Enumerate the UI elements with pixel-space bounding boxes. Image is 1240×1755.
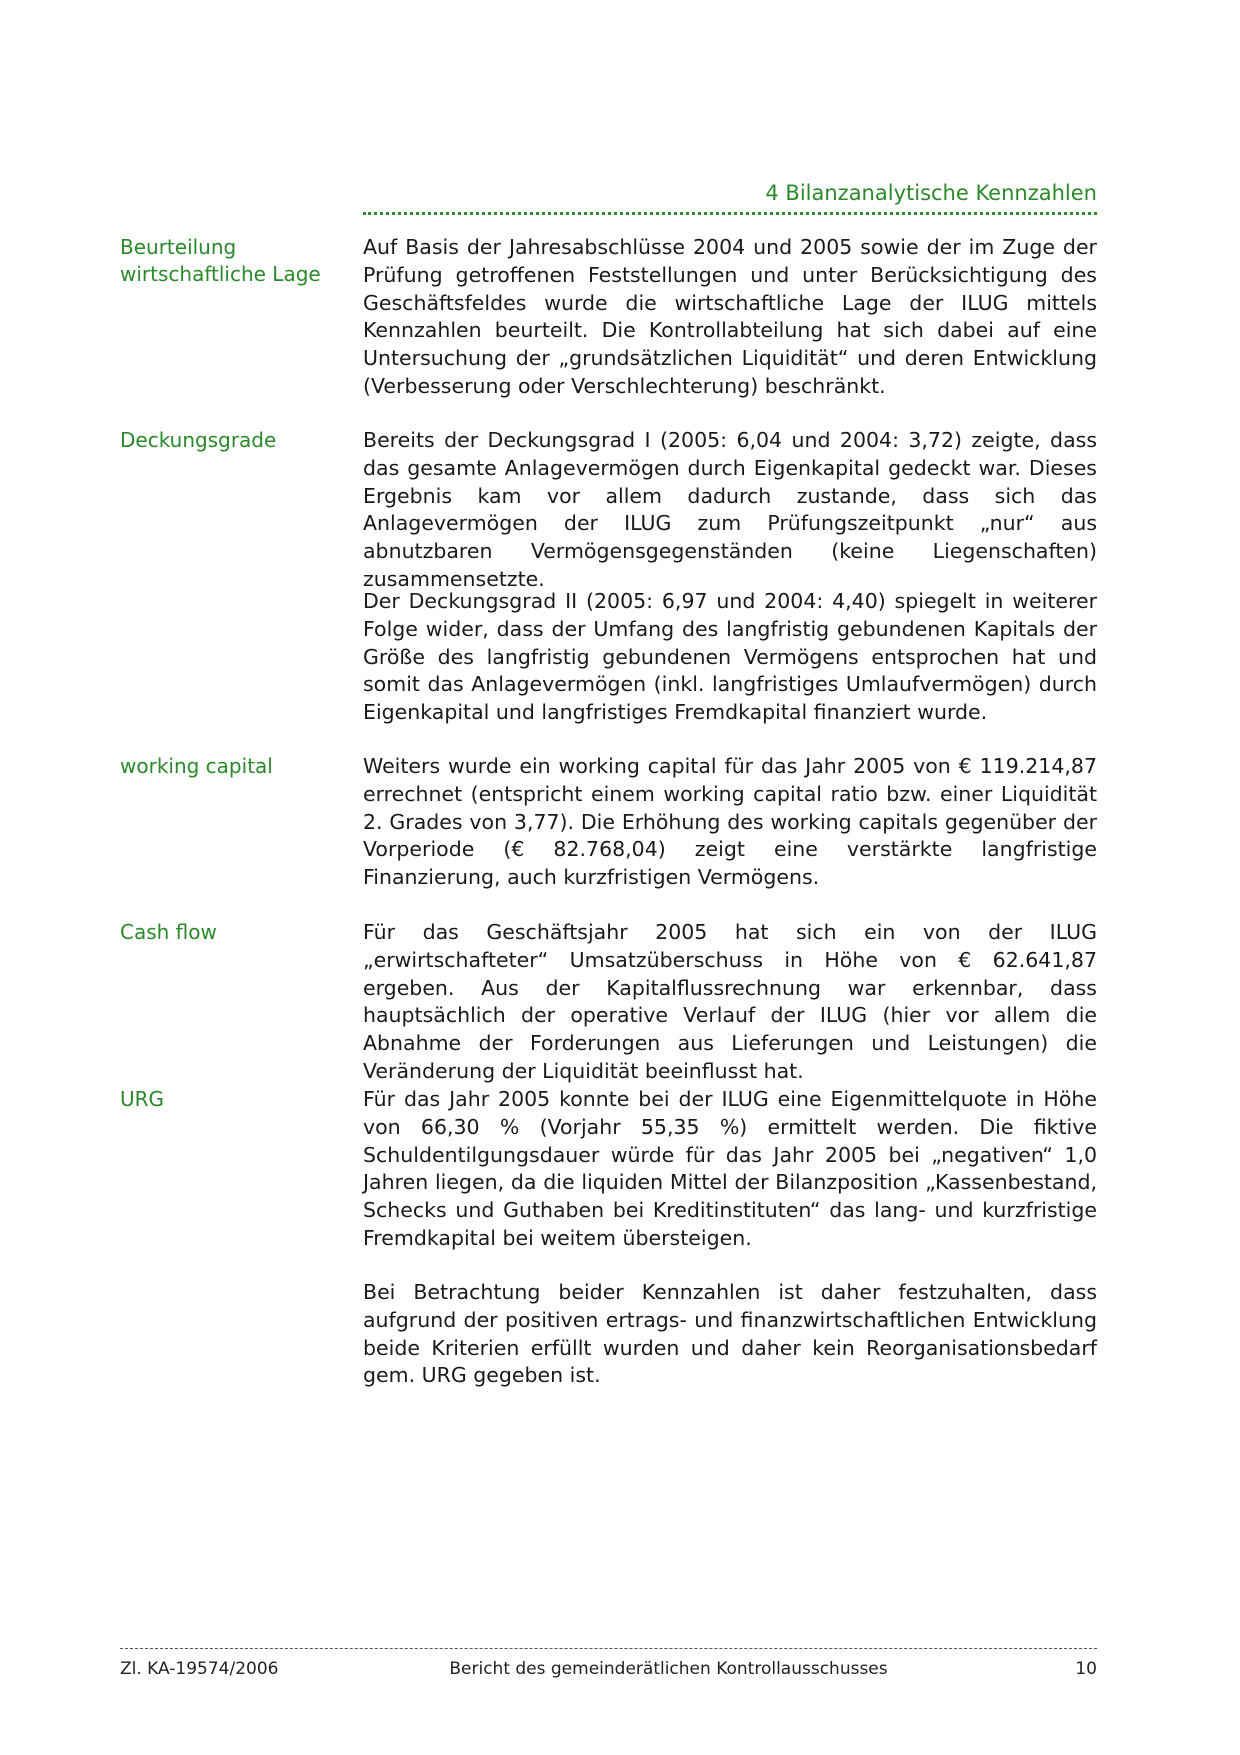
paragraph-working-capital: Weiters wurde ein working capital für das Jahr 2005 von € 119.214,87 errechnet (entspricht einem working capital ratio bzw. einer Liquidität 2. Grades von 3,77). Die Erhöhung des working capitals gegenüber der Vorperiode (€ 82.768,04) zeigt eine verstärkte langfristige Finanzierung, auch kurzfristigen Vermögens. xyxy=(363,754,1097,890)
paragraph-deckungsgrad-1: Bereits der Deckungsgrad I (2005: 6,04 und 2004: 3,72) zeigte, dass das gesamte Anlagevermögen durch Eigenkapital gedeckt war. Dieses Ergebnis kam vor allem dadurch zustande, dass sich das Anlagevermögen der ILUG zum Prüfungszeitpunkt „nur“ aus abnutzbaren Vermögensgegenständen (keine Liegenschaften) zusammensetzte. xyxy=(363,428,1097,591)
paragraph-cash-flow: Für das Geschäftsjahr 2005 hat sich ein von der ILUG „erwirtschafteter“ Umsatzüberschuss in Höhe von € 62.641,87 ergeben. Aus der Kapitalflussrechnung war erkennbar, dass hauptsächlich der operative Verlauf der ILUG (hier vor allem die Abnahme der Forderungen aus Lieferungen und Leistungen) die Veränderung der Liquidität beeinflusst hat. xyxy=(363,920,1097,1083)
paragraph-beurteilung: Auf Basis der Jahresabschlüsse 2004 und 2005 sowie der im Zuge der Prüfung getroffenen Feststellungen und unter Berücksichtigung des Geschäftsfeldes wurde die wirtschaftliche Lage der ILUG mittels Kennzahlen beurteilt. Die Kontrollabteilung hat sich dabei auf eine Untersuchung der „grundsätzlichen Liquidität“ und deren Entwicklung (Verbesserung oder Verschlechterung) beschränkt. xyxy=(363,235,1097,398)
margin-label-line: Cash flow xyxy=(120,920,217,944)
margin-label-working-capital xyxy=(120,753,350,780)
margin-label-urg xyxy=(120,1086,350,1113)
margin-label-beurteilung xyxy=(120,234,350,288)
page-number: 10 xyxy=(1075,1659,1097,1679)
footer-report-title: Bericht des gemeinderätlichen Kontrollausschusses xyxy=(449,1659,888,1679)
margin-label-deckungsgrade xyxy=(120,427,350,454)
footer-reference: Zl. KA-19574/2006 xyxy=(120,1659,279,1679)
chapter-title: 4 Bilanzanalytische Kennzahlen xyxy=(765,181,1097,205)
margin-label-line: URG xyxy=(120,1087,165,1111)
margin-label-line: Deckungsgrade xyxy=(120,428,277,452)
paragraph-deckungsgrad-2: Der Deckungsgrad II (2005: 6,97 und 2004: 4,40) spiegelt in weiterer Folge wider, dass der Umfang des langfristig gebundenen Kapitals der Größe des langfristig gebundenen Vermögens entsprochen hat und somit das Anlagevermögen (inkl. langfristiges Umlaufvermögen) durch Eigenkapital und langfristiges Fremdkapital finanziert wurde. xyxy=(363,589,1097,725)
margin-label-line: wirtschaftliche Lage xyxy=(120,262,321,286)
paragraph-urg-1: Für das Jahr 2005 konnte bei der ILUG eine Eigenmittelquote in Höhe von 66,30 % (Vorjahr 55,35 %) ermittelt werden. Die fiktive Schuldentilgungsdauer würde für das Jahr 2005 bei „negativen“ 1,0 Jahren liegen, da die liquiden Mittel der Bilanzposition „Kassenbestand, Schecks und Guthaben bei Kreditinstituten“ das lang- und kurzfristige Fremdkapital bei weitem übersteigen. xyxy=(363,1087,1097,1250)
chapter-header xyxy=(363,176,1097,215)
margin-label-cash-flow xyxy=(120,919,350,946)
paragraph-urg-2: Bei Betrachtung beider Kennzahlen ist daher festzuhalten, dass aufgrund der positiven ertrags- und finanzwirtschaftlichen Entwicklung beide Kriterien erfüllt wurden und daher kein Reorganisationsbedarf gem. URG gegeben ist. xyxy=(363,1280,1097,1388)
margin-label-line: Beurteilung xyxy=(120,235,237,259)
margin-label-line: working capital xyxy=(120,754,273,778)
footer-divider xyxy=(120,1648,1097,1649)
